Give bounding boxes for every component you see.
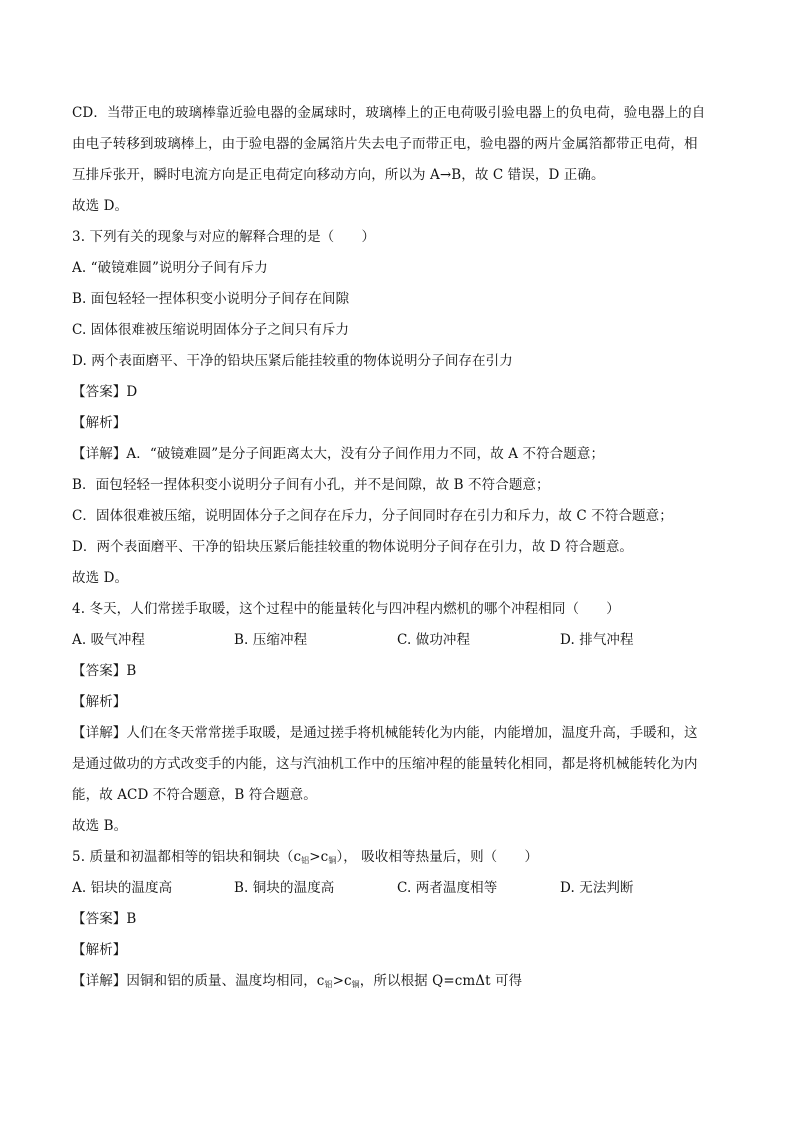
question-3-detail: C．固体很难被压缩，说明固体分子之间存在斥力，分子间同时存在引力和斥力，故 C 不符合题意； [72, 508, 673, 524]
question-3-option-d: D. 两个表面磨平、干净的铅块压紧后能挂较重的物体说明分子间存在引力 [72, 353, 513, 369]
detail-part: ，所以根据 Q=cmΔt 可得 [359, 973, 523, 989]
question-3-option-c: C. 固体很难被压缩说明固体分子之间只有斥力 [72, 322, 350, 338]
text-line: 由电子转移到玻璃棒上，由于验电器的金属箔片失去电子而带正电，验电器的两片金属箔都带正电荷，相 [72, 136, 698, 152]
question-3-detail: B．面包轻轻一捏体积变小说明分子间有小孔，并不是间隙，故 B 不符合题意； [72, 477, 550, 493]
question-3-detail: D．两个表面磨平、干净的铅块压紧后能挂较重的物体说明分子间存在引力，故 D 符合题意。 [72, 539, 634, 555]
question-3-analysis: 【解析】 [72, 415, 127, 431]
question-5-option-d: D. 无法判断 [560, 880, 634, 896]
greater-than: >c [309, 849, 329, 865]
subscript-aluminum: 铝 [301, 856, 310, 865]
choose-line: 故选 D。 [72, 198, 129, 214]
question-5-answer: 【答案】B [72, 911, 137, 927]
question-3-choose: 故选 D。 [72, 570, 129, 586]
question-5-stem [72, 842, 732, 873]
question-3-option-b: B. 面包轻轻一捏体积变小说明分子间存在间隙 [72, 291, 350, 307]
question-4-answer: 【答案】B [72, 663, 137, 679]
stem-part: ）， 吸收相等热量后，则（ ） [336, 849, 539, 865]
question-3-stem: 3. 下列有关的现象与对应的解释合理的是（ ） [72, 229, 376, 245]
greater-than: >c [332, 973, 352, 989]
subscript-copper: 铜 [351, 980, 360, 989]
text-line: CD．当带正电的玻璃棒靠近验电器的金属球时，玻璃棒上的正电荷吸引验电器上的负电荷，验电器上的自 [72, 105, 706, 121]
question-5-analysis: 【解析】 [72, 942, 127, 958]
question-5-option-b: B. 铜块的温度高 [234, 880, 335, 896]
question-4-detail: 能，故 ACD 不符合题意，B 符合题意。 [72, 787, 317, 803]
question-4-options [72, 625, 732, 656]
question-4-option-b: B. 压缩冲程 [234, 632, 308, 648]
question-3-detail: 【详解】A．“破镜难圆”是分子间距离太大，没有分子间作用力不同，故 A 不符合题意； [72, 446, 605, 462]
detail-part: 【详解】因铜和铝的质量、温度均相同，c [72, 973, 325, 989]
question-5-option-c: C. 两者温度相等 [397, 880, 498, 896]
document-body [72, 98, 732, 997]
question-5-detail [72, 966, 732, 997]
question-4-detail: 是通过做功的方式改变手的内能，这与汽油机工作中的压缩冲程的能量转化相同，都是将机械能转化为内 [72, 756, 698, 772]
question-3-option-a: A. “破镜难圆”说明分子间有斥力 [72, 260, 268, 276]
subscript-copper: 铜 [328, 856, 337, 865]
subscript-aluminum: 铝 [324, 980, 333, 989]
question-4-choose: 故选 B。 [72, 818, 128, 834]
question-5-options [72, 873, 732, 904]
stem-part: 5. 质量和初温都相等的铝块和铜块（c [72, 849, 302, 865]
question-3-answer: 【答案】D [72, 384, 138, 400]
question-4-option-a: A. 吸气冲程 [72, 632, 146, 648]
text-line: 互排斥张开，瞬时电流方向是正电荷定向移动方向，所以为 A→B，故 C 错误，D 正确。 [72, 167, 605, 183]
question-4-option-c: C. 做功冲程 [397, 632, 471, 648]
question-4-analysis: 【解析】 [72, 694, 127, 710]
question-4-detail: 【详解】人们在冬天常常搓手取暖，是通过搓手将机械能转化为内能，内能增加，温度升高，手暖和，这 [72, 725, 698, 741]
question-4-option-d: D. 排气冲程 [560, 632, 634, 648]
question-5-option-a: A. 铝块的温度高 [72, 880, 173, 896]
question-4-stem: 4. 冬天，人们常搓手取暖，这个过程中的能量转化与四冲程内燃机的哪个冲程相同（ ） [72, 601, 620, 617]
